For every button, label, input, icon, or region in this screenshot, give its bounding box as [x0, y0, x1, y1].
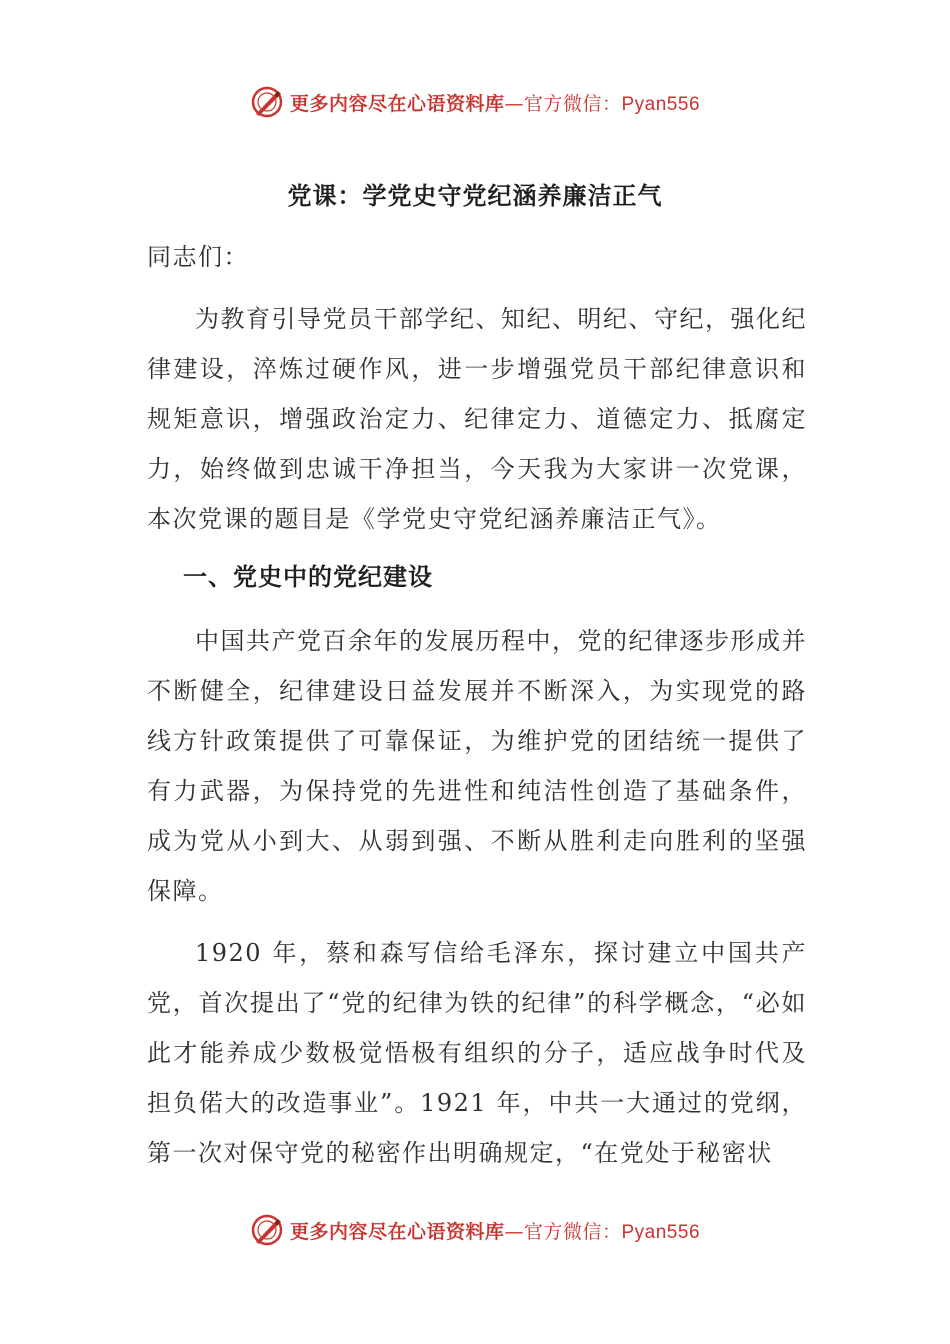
banner-main-text: 更多内容尽在心语资料库 — [289, 92, 505, 115]
pen-circle-logo-icon — [250, 85, 284, 119]
banner-text — [290, 89, 700, 116]
section-heading-1: 一、党史中的党纪建设 — [183, 563, 433, 591]
banner-separator: — — [504, 92, 524, 115]
paragraph-1920: 1920 年，蔡和森写信给毛泽东，探讨建立中国共产党，首次提出了“党的纪律为铁的纪律”的科学概念，“必如此才能养成少数极觉悟极有组织的分子，适应战争时代及担负偌大的改造事业”。1921 年，中共一大通过的党纲，第一次对保守党的秘密作出明确规定，“在党处于秘密状 — [147, 939, 807, 1167]
banner-wechat-label: 官方微信： — [523, 92, 622, 115]
paragraph-intro: 为教育引导党员干部学纪、知纪、明纪、守纪，强化纪律建设，淬炼过硬作风，进一步增强党员干部纪律意识和规矩意识，增强政治定力、纪律定力、道德定力、抵腐定力，始终做到忠诚干净担当，今天我为大家讲一次党课，本次党课的题目是《学党史守党纪涵养廉洁正气》。 — [147, 305, 807, 533]
banner-wechat-label: 官方微信： — [523, 1220, 622, 1243]
banner-wechat-id: Pyan556 — [621, 93, 701, 115]
banner-main-text: 更多内容尽在心语资料库 — [289, 1220, 505, 1243]
document-title: 党课：学党史守党纪涵养廉洁正气 — [287, 182, 663, 210]
banner-wechat-id: Pyan556 — [621, 1221, 701, 1243]
salutation: 同志们： — [147, 243, 249, 271]
banner-text — [290, 1217, 700, 1244]
paragraph-history: 中国共产党百余年的发展历程中，党的纪律逐步形成并不断健全，纪律建设日益发展并不断深入，为实现党的路线方针政策提供了可靠保证，为维护党的团结统一提供了有力武器，为保持党的先进性和纯洁性创造了基础条件，成为党从小到大、从弱到强、不断从胜利走向胜利的坚强保障。 — [147, 627, 807, 905]
header-watermark-banner — [0, 80, 950, 124]
footer-watermark-banner — [0, 1208, 950, 1252]
pen-circle-logo-icon — [250, 1213, 284, 1247]
banner-separator: — — [504, 1220, 524, 1243]
